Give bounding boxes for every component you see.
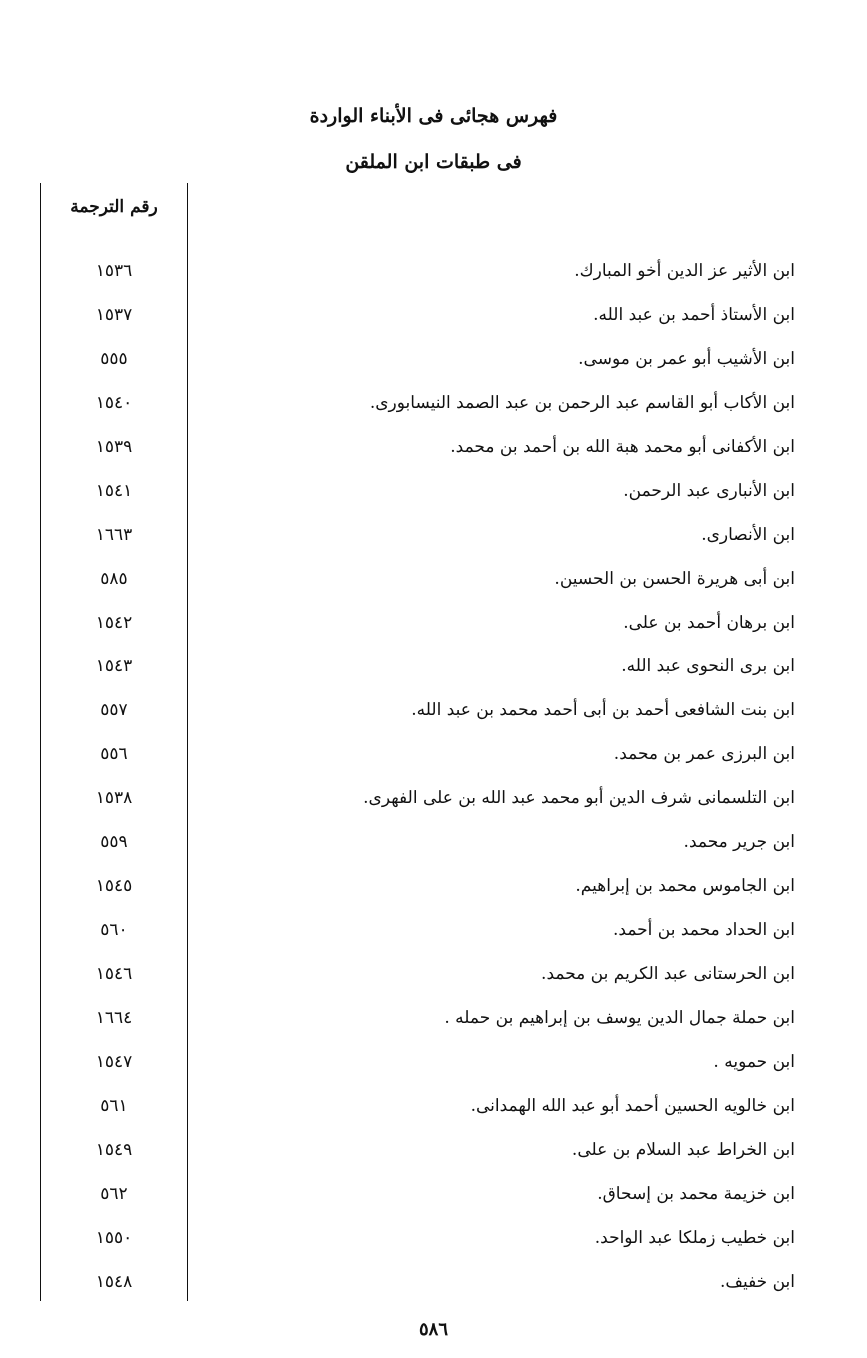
entry-number: ١٥٤٩ bbox=[95, 1139, 133, 1160]
index-entry-row bbox=[0, 776, 867, 820]
entry-name: ابن خطيب زملكا عبد الواحد. bbox=[594, 1227, 795, 1248]
entry-name: ابن حمويه . bbox=[713, 1051, 795, 1072]
index-entry-row bbox=[0, 1128, 867, 1172]
entry-number: ٥٥٥ bbox=[100, 348, 128, 369]
entry-name: ابن برى النحوى عبد الله. bbox=[621, 656, 795, 677]
index-entry-row bbox=[0, 644, 867, 688]
index-entry-row bbox=[0, 337, 867, 381]
entry-name: ابن برهان أحمد بن على. bbox=[623, 612, 795, 633]
entry-number: ٥٥٦ bbox=[100, 744, 128, 765]
entry-number: ١٥٤٠ bbox=[95, 392, 133, 413]
entry-number: ١٥٤٦ bbox=[95, 964, 133, 984]
entry-number: ١٥٣٩ bbox=[95, 436, 133, 457]
entry-number: ٥٦١ bbox=[100, 1095, 128, 1116]
index-entry-row bbox=[0, 688, 867, 732]
entry-name: ابن الحرستانى عبد الكريم بن محمد. bbox=[541, 964, 795, 984]
entry-number: ١٦٦٤ bbox=[95, 1007, 133, 1028]
index-entry-row bbox=[0, 996, 867, 1040]
index-entry-row bbox=[0, 425, 867, 469]
index-entry-row bbox=[0, 557, 867, 601]
index-entry-row bbox=[0, 732, 867, 776]
index-entry-row bbox=[0, 601, 867, 645]
index-entry-row bbox=[0, 820, 867, 864]
entry-number: ٥٥٧ bbox=[100, 700, 128, 721]
entry-number: ٥٥٩ bbox=[100, 832, 128, 853]
entry-name: ابن خفيف. bbox=[719, 1271, 795, 1292]
index-entry-row bbox=[0, 864, 867, 908]
index-entry-row bbox=[0, 1172, 867, 1216]
entry-name: ابن التلسمانى شرف الدين أبو محمد عبد الله بن على الفهرى. bbox=[363, 788, 795, 809]
index-entry-row bbox=[0, 1216, 867, 1260]
entry-name: ابن خالويه الحسين أحمد أبو عبد الله الهمدانى. bbox=[470, 1095, 795, 1116]
index-entry-row bbox=[0, 293, 867, 337]
entry-name: ابن أبى هريرة الحسن بن الحسين. bbox=[554, 568, 795, 589]
entry-number: ١٥٣٨ bbox=[95, 788, 133, 809]
index-entry-row bbox=[0, 1040, 867, 1084]
entry-number: ١٥٣٧ bbox=[95, 304, 133, 325]
index-entry-row bbox=[0, 908, 867, 952]
entry-number: ٥٨٥ bbox=[100, 568, 128, 589]
entry-number: ١٥٣٦ bbox=[95, 261, 133, 281]
entry-name: ابن بنت الشافعى أحمد بن أبى أحمد محمد بن عبد الله. bbox=[411, 700, 795, 721]
entry-number: ٥٦٠ bbox=[100, 920, 128, 941]
entry-number: ٥٦٢ bbox=[100, 1183, 128, 1204]
entry-name: ابن الأكاب أبو القاسم عبد الرحمن بن عبد الصمد النيسابورى. bbox=[369, 392, 795, 413]
index-entry-row bbox=[0, 249, 867, 293]
index-entry-row bbox=[0, 952, 867, 996]
index-entries bbox=[0, 249, 867, 1304]
index-entry-row bbox=[0, 513, 867, 557]
entry-number: ١٥٤٢ bbox=[95, 612, 133, 633]
entry-number: ١٥٤٧ bbox=[95, 1051, 133, 1072]
entry-name: ابن الأنصارى. bbox=[701, 524, 795, 545]
entry-number: ١٥٥٠ bbox=[95, 1227, 133, 1248]
entry-name: ابن الحداد محمد بن أحمد. bbox=[613, 920, 795, 941]
index-entry-row bbox=[0, 1084, 867, 1128]
entry-number: ١٥٤٣ bbox=[95, 656, 133, 677]
entry-name: ابن الجاموس محمد بن إبراهيم. bbox=[575, 876, 795, 897]
index-title: فهرس هجائى فى الأبناء الواردة bbox=[309, 105, 558, 127]
index-subtitle: فى طبقات ابن الملقن bbox=[345, 151, 522, 173]
index-entry-row bbox=[0, 1260, 867, 1304]
index-entry-row bbox=[0, 381, 867, 425]
entry-number: ١٥٤٥ bbox=[95, 876, 133, 897]
entry-name: ابن الأستاذ أحمد بن عبد الله. bbox=[593, 304, 795, 325]
entry-name: ابن البرزى عمر بن محمد. bbox=[613, 744, 795, 765]
entry-name: ابن خزيمة محمد بن إسحاق. bbox=[597, 1183, 795, 1204]
entry-number: ١٥٤١ bbox=[95, 480, 133, 501]
entry-name: ابن الأنبارى عبد الرحمن. bbox=[623, 480, 795, 501]
entry-number-column-header: رقم الترجمة bbox=[70, 197, 158, 217]
page-number: ٥٨٦ bbox=[418, 1319, 448, 1340]
entry-name: ابن الأشيب أبو عمر بن موسى. bbox=[578, 348, 795, 369]
entry-name: ابن الخراط عبد السلام بن على. bbox=[571, 1139, 795, 1160]
entry-name: ابن الأكفانى أبو محمد هبة الله بن أحمد بن محمد. bbox=[450, 436, 795, 457]
entry-name: ابن حملة جمال الدين يوسف بن إبراهيم بن حمله . bbox=[444, 1007, 795, 1028]
entry-name: ابن الأثير عز الدين أخو المبارك. bbox=[574, 261, 795, 281]
entry-name: ابن جرير محمد. bbox=[683, 832, 795, 853]
entry-number: ١٦٦٣ bbox=[95, 524, 133, 545]
entry-number: ١٥٤٨ bbox=[95, 1271, 133, 1292]
index-entry-row bbox=[0, 469, 867, 513]
